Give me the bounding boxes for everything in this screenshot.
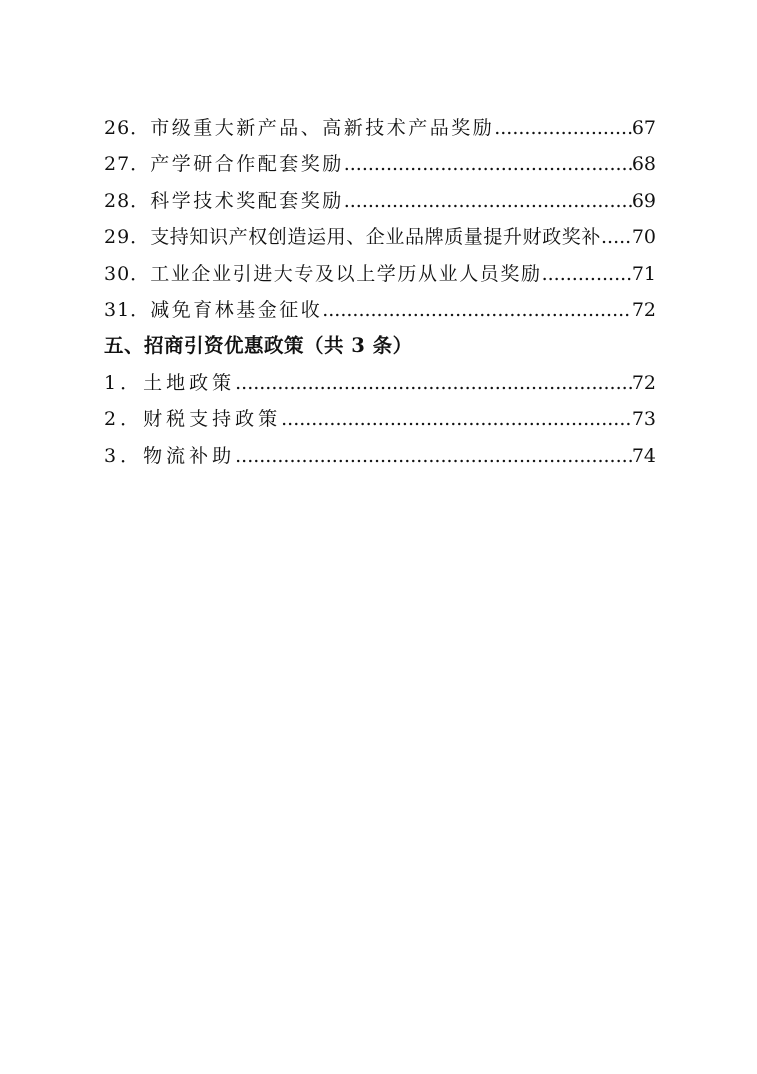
- toc-entry-land-policy[interactable]: [104, 365, 656, 401]
- toc-leader-dots: [235, 365, 632, 401]
- toc-entry-title: 市级重大新产品、高新技术产品奖励: [150, 117, 495, 139]
- toc-entry-page: 73: [631, 408, 656, 431]
- toc-entry-27[interactable]: [104, 146, 656, 182]
- toc-leader-dots: [494, 110, 632, 146]
- toc-entry-title: 土地政策: [143, 371, 236, 394]
- toc-leader-dots: [542, 256, 632, 292]
- toc-entry-31[interactable]: [104, 292, 656, 328]
- table-of-contents: [104, 110, 656, 474]
- toc-entry-page: 68: [631, 153, 656, 176]
- toc-entry-logistics-subsidy[interactable]: [104, 438, 656, 474]
- toc-entry-number: 30．: [104, 262, 151, 285]
- toc-leader-dots: [322, 292, 632, 328]
- toc-entry-fiscal-tax-support[interactable]: [104, 401, 656, 437]
- toc-entry-page: 72: [631, 298, 656, 321]
- toc-entry-title: 科学技术奖配套奖励: [150, 189, 344, 212]
- toc-entry-page: 71: [631, 262, 656, 285]
- toc-entry-30[interactable]: [104, 256, 656, 292]
- toc-entry-title: 产学研合作配套奖励: [150, 153, 344, 176]
- toc-entry-28[interactable]: [104, 183, 656, 219]
- toc-leader-dots: [344, 183, 632, 219]
- toc-entry-title: 支持知识产权创造运用、企业品牌质量提升财政奖补: [150, 226, 601, 249]
- toc-entry-number: 1．: [104, 371, 144, 394]
- toc-entry-page: 67: [631, 117, 656, 139]
- toc-entry-page: 70: [631, 226, 656, 249]
- toc-leader-dots: [235, 438, 632, 474]
- toc-entry-number: 27．: [104, 153, 151, 176]
- toc-entry-title: 物流补助: [143, 444, 236, 467]
- toc-entry-number: 31．: [104, 298, 151, 321]
- toc-entry-number: 3．: [104, 444, 144, 467]
- toc-entry-29[interactable]: [104, 219, 656, 255]
- toc-entry-page: 72: [631, 371, 656, 394]
- toc-entry-number: 28．: [104, 189, 151, 212]
- toc-entry-number: 29．: [104, 226, 151, 249]
- toc-entry-title: 减免育林基金征收: [150, 298, 323, 321]
- toc-entry-number: 26．: [104, 117, 151, 139]
- toc-section-heading[interactable]: 五、招商引资优惠政策（共 3 条）: [104, 334, 413, 358]
- toc-entry-page: 74: [631, 444, 656, 467]
- toc-leader-dots: [601, 219, 632, 255]
- toc-leader-dots: [344, 146, 632, 182]
- toc-entry-number: 2．: [104, 408, 144, 431]
- toc-leader-dots: [281, 401, 632, 437]
- toc-entry-title: 财税支持政策: [143, 408, 282, 431]
- toc-entry-page: 69: [631, 189, 656, 212]
- toc-entry-26[interactable]: [104, 110, 656, 146]
- toc-entry-title: 工业企业引进大专及以上学历从业人员奖励: [150, 262, 542, 285]
